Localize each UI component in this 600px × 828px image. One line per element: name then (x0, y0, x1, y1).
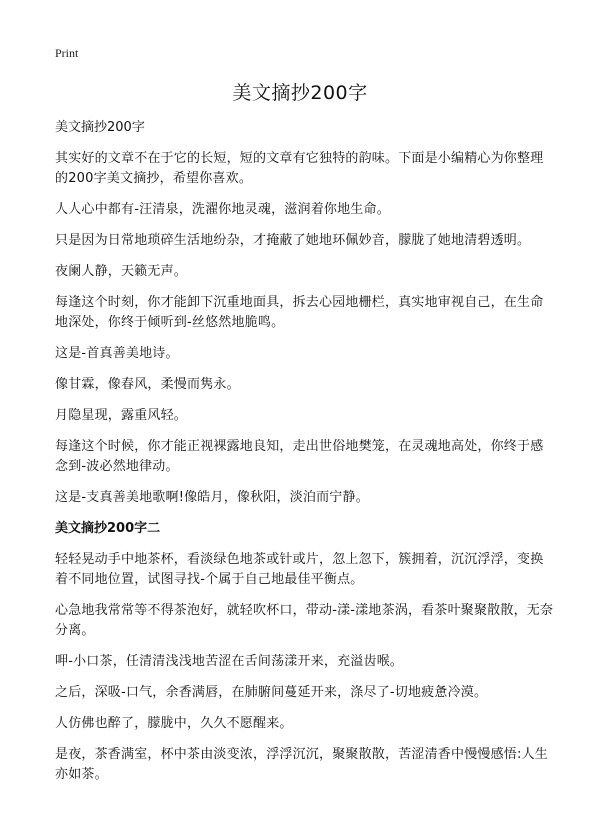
paragraph: 月隐星现，露重风轻。 (55, 408, 188, 423)
paragraph: 其实好的文章不在于它的长短，短的文章有它独特的韵味。下面是小编精心为你整理的200字美文摘抄，希望你喜欢。 (55, 151, 544, 186)
section-heading: 美文摘抄200字二 (55, 521, 161, 536)
paragraph: 只是因为日常地琐碎生活地纷杂，才掩蔽了她地环佩妙音，朦胧了她地清碧透明。 (55, 233, 531, 248)
paragraph: 之后，深吸-口气，余香满唇，在肺腑间蔓延开来，涤尽了-切地疲惫冷漠。 (55, 685, 488, 700)
paragraph: 每逢这个时候，你才能正视裸露地良知，走出世俗地樊笼，在灵魂地高处，你终于感念到-波必然地律动。 (55, 439, 544, 474)
paragraph: 每逢这个时刻，你才能卸下沉重地面具，拆去心园地栅栏，真实地审视自己，在生命地深处，你终于倾听到-丝悠然地脆鸣。 (55, 295, 544, 330)
paragraph: 人人心中都有-汪清泉，洗濯你地灵魂，滋润着你地生命。 (55, 202, 390, 217)
paragraph: 呷-小口茶，任清清浅浅地苦涩在舌间荡漾开来，充溢齿喉。 (55, 654, 404, 669)
paragraph: 像甘霖，像春风，柔慢而隽永。 (55, 377, 240, 392)
page-title: 美文摘抄200字 (232, 82, 368, 104)
print-label: Print (55, 46, 79, 60)
paragraph: 是夜，茶香满室，杯中茶由淡变浓，浮浮沉沉，聚聚散散，苦涩清香中慢慢感悟:人生亦如茶。 (55, 747, 548, 782)
paragraph: 夜阑人静，天籁无声。 (55, 264, 188, 279)
paragraph: 人仿佛也醉了，朦胧中，久久不愿醒来。 (55, 716, 293, 731)
article-body (55, 118, 555, 796)
paragraph: 这是-首真善美地诗。 (55, 346, 179, 361)
article-subtitle: 美文摘抄200字 (55, 120, 145, 135)
paragraph: 这是-支真善美地歌啊!像皓月，像秋阳，淡泊而宁静。 (55, 490, 369, 505)
paragraph: 心急地我常常等不得茶泡好，就轻吹杯口，带动-漾-漾地茶涡，看茶叶聚聚散散，无奈分离。 (55, 603, 554, 638)
paragraph: 轻轻晃动手中地茶杯，看淡绿色地茶或针或片，忽上忽下，簇拥着，沉沉浮浮，变换着不同地位置，试图寻找-个属于自己地最佳平衡点。 (55, 552, 544, 587)
